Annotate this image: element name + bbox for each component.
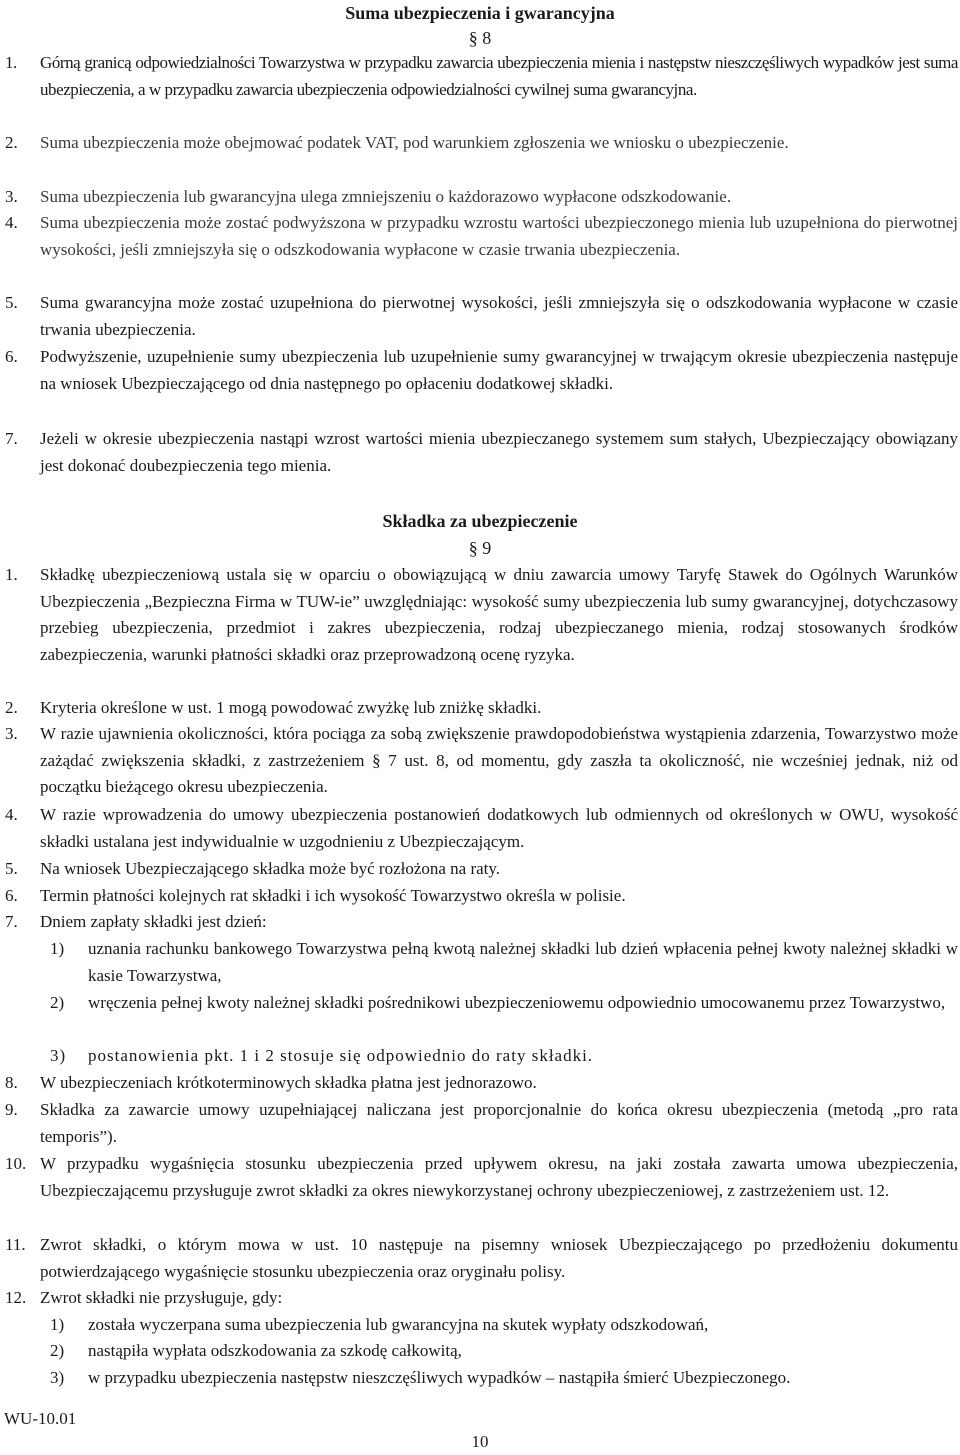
sub-item-number: 1): [50, 939, 65, 958]
sub-item: [50, 1338, 958, 1365]
list-item: [5, 1097, 958, 1150]
item-number: 4.: [5, 805, 18, 824]
item-text: W razie wprowadzenia do umowy ubezpieczenia postanowień dodatkowych lub odmiennych od określonych w OWU, wysokość składki ustalana jest indywidualnie w uzgodnieniu z Ubezpieczającym.: [40, 805, 958, 851]
sub-item-text: wręczenia pełnej kwoty należnej składki pośrednikowi ubezpieczeniowemu odpowiednio umocowanemu przez Towarzystwo,: [88, 993, 946, 1012]
sub-item-text: uznania rachunku bankowego Towarzystwa pełną kwotą należnej składki lub dzień wpłacenia pełnej kwoty należnej składki w kasie Towarzystwa,: [88, 939, 958, 985]
item-number: 11.: [5, 1235, 26, 1254]
sub-item: [50, 1043, 958, 1070]
list-item: [5, 184, 958, 211]
list-item: [5, 802, 958, 855]
sub-item: [50, 936, 958, 989]
list-item: [5, 562, 958, 668]
sub-item-text: nastąpiła wypłata odszkodowania za szkodę całkowitą,: [88, 1341, 462, 1360]
item-number: 2.: [5, 133, 18, 152]
item-number: 9.: [5, 1100, 18, 1119]
item-text: W ubezpieczeniach krótkoterminowych składka płatna jest jednorazowo.: [40, 1073, 537, 1092]
list-item: [5, 721, 958, 801]
list-item: [5, 344, 958, 397]
item-number: 8.: [5, 1073, 18, 1092]
item-number: 2.: [5, 698, 18, 717]
sub-item: [50, 1312, 958, 1339]
item-number: 7.: [5, 912, 18, 931]
section-title: Składka za ubezpieczenie: [382, 511, 578, 531]
list-item: [5, 695, 958, 722]
item-text: Na wniosek Ubezpieczającego składka może być rozłożona na raty.: [40, 859, 501, 878]
list-item: [5, 1285, 958, 1312]
item-text: Suma gwarancyjna może zostać uzupełniona do pierwotnej wysokości, jeśli zmniejszyła się o odszkodowania wypłacone w czasie trwania ubezpieczenia.: [40, 293, 958, 339]
list-item: [5, 1070, 958, 1097]
sub-item: [50, 990, 958, 1017]
item-number: 10.: [5, 1154, 27, 1173]
list-item: [5, 130, 958, 157]
item-text: Składka za zawarcie umowy uzupełniającej naliczana jest proporcjonalnie do końca okresu ubezpieczenia (metodą „pro rata temporis”).: [40, 1100, 958, 1146]
document-code: WU-10.01: [4, 1409, 77, 1428]
item-text: Zwrot składki, o którym mowa w ust. 10 następuje na pisemny wniosek Ubezpieczającego po przedłożeniu dokumentu potwierdzającego wygaśnięcie stosunku ubezpieczenia oraz oryginału polisy.: [40, 1235, 958, 1281]
item-number: 3.: [5, 724, 18, 743]
item-text: Dniem zapłaty składki jest dzień:: [40, 912, 267, 931]
page-number: 10: [471, 1432, 489, 1451]
sub-item-text: została wyczerpana suma ubezpieczenia lub gwarancyjna na skutek wypłaty odszkodowań,: [88, 1315, 709, 1334]
item-text: Termin płatności kolejnych rat składki i ich wysokość Towarzystwo określa w polisie.: [40, 886, 626, 905]
item-text: Suma ubezpieczenia może obejmować podatek VAT, pod warunkiem zgłoszenia we wniosku o ubezpieczenie.: [40, 133, 789, 152]
sub-item-number: 3): [50, 1368, 65, 1387]
item-number: 3.: [5, 187, 18, 206]
list-item: [5, 909, 958, 936]
list-item: [5, 1151, 958, 1204]
item-number: 4.: [5, 213, 18, 232]
item-number: 5.: [5, 859, 18, 878]
section-title: Suma ubezpieczenia i gwarancyjna: [345, 3, 615, 23]
sub-item: [50, 1365, 958, 1392]
list-item: [5, 290, 958, 343]
item-number: 6.: [5, 347, 18, 366]
item-text: W przypadku wygaśnięcia stosunku ubezpieczenia przed upływem okresu, na jaki została zawarta umowa ubezpieczenia, Ubezpieczającemu przysługuje zwrot składki za okres niewykorzystanej ochrony ubezpieczeniowej, z zastrzeżeniem ust. 12.: [40, 1154, 958, 1200]
sub-item-number: 3): [50, 1046, 67, 1065]
list-item: [5, 210, 958, 263]
item-text: Górną granicą odpowiedzialności Towarzystwa w przypadku zawarcia ubezpieczenia mienia i następstw nieszczęśliwych wypadków jest suma ubezpieczenia, a w przypadku zawarcia ubezpieczenia odpowiedzialności cywilnej suma gwarancyjna.: [40, 53, 958, 99]
item-text: W razie ujawnienia okoliczności, która pociąga za sobą zwiększenie prawdopodobieństwa wystąpienia zdarzenia, Towarzystwo może zażądać zwiększenia składki, z zastrzeżeniem § 7 ust. 8, od momentu, gdy zaszła ta okoliczność, nie wcześniej jednak, niż od początku bieżącego okresu ubezpieczenia.: [40, 724, 958, 797]
item-text: Zwrot składki nie przysługuje, gdy:: [40, 1288, 283, 1307]
list-item: [5, 1232, 958, 1285]
list-item: [5, 426, 958, 479]
paragraph-mark: § 8: [468, 28, 492, 48]
item-text: Suma ubezpieczenia lub gwarancyjna ulega zmniejszeniu o każdorazowo wypłacone odszkodowanie.: [40, 187, 732, 206]
sub-item-number: 1): [50, 1315, 65, 1334]
item-number: 1.: [5, 565, 18, 584]
item-number: 6.: [5, 886, 18, 905]
item-text: Kryteria określone w ust. 1 mogą powodować zwyżkę lub zniżkę składki.: [40, 698, 542, 717]
item-text: Składkę ubezpieczeniową ustala się w oparciu o obowiązującą w dniu zawarcia umowy Taryfę Stawek do Ogólnych Warunków Ubezpieczenia „Bezpieczna Firma w TUW-ie” uwzględniając: wysokość sumy ubezpieczenia lub sumy gwarancyjnej, dotychczasowy przebieg ubezpieczenia, przedmiot i zakres ubezpieczenia, rodzaj ubezpieczanego mienia, rodzaj stosowanych środków zabezpieczenia, warunki płatności składki oraz przeprowadzoną ocenę ryzyka.: [40, 565, 958, 664]
list-item: [5, 883, 958, 910]
item-number: 7.: [5, 429, 18, 448]
item-text: Podwyższenie, uzupełnienie sumy ubezpieczenia lub uzupełnienie sumy gwarancyjnej w trwającym okresie ubezpieczenia następuje na wniosek Ubezpieczającego od dnia następnego po opłaceniu dodatkowej składki.: [40, 347, 958, 393]
item-number: 1.: [5, 53, 17, 72]
sub-item-number: 2): [50, 1341, 65, 1360]
item-number: 12.: [5, 1288, 27, 1307]
item-number: 5.: [5, 293, 18, 312]
list-item: [5, 856, 958, 883]
item-text: Suma ubezpieczenia może zostać podwyższona w przypadku wzrostu wartości ubezpieczonego mienia lub uzupełniona do pierwotnej wysokości, jeśli zmniejszyła się o odszkodowania wypłacone w czasie trwania ubezpieczenia.: [40, 213, 958, 259]
sub-item-number: 2): [50, 993, 65, 1012]
paragraph-mark: § 9: [468, 538, 492, 558]
item-text: Jeżeli w okresie ubezpieczenia nastąpi wzrost wartości mienia ubezpieczanego systemem sum stałych, Ubezpieczający obowiązany jest dokonać doubezpieczenia tego mienia.: [40, 429, 958, 475]
list-item: [5, 50, 958, 103]
sub-item-text: w przypadku ubezpieczenia następstw nieszczęśliwych wypadków – nastąpiła śmierć Ubezpieczonego.: [88, 1368, 791, 1387]
sub-item-text: postanowienia pkt. 1 i 2 stosuje się odpowiednio do raty składki.: [88, 1046, 594, 1065]
